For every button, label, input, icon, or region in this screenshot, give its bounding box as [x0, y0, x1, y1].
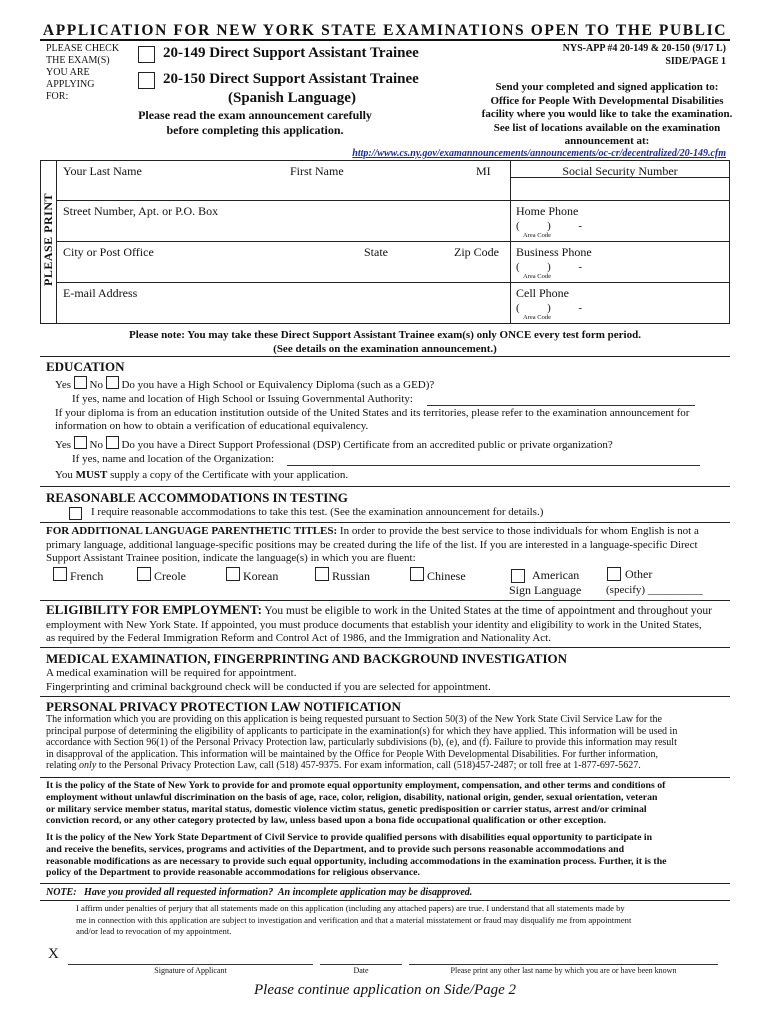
education-q2: Yes No Do you have a Direct Support Professional (DSP) Certificate from an accredited public or private organization?: [55, 436, 613, 451]
accommodations-text: I require reasonable accommodations to take this test. (See the examination announcement for details.): [91, 506, 544, 518]
city-label: City or Post Office: [63, 245, 154, 259]
diploma-yes-checkbox[interactable]: [74, 376, 87, 389]
page-title: APPLICATION FOR NEW YORK STATE EXAMINATIONS OPEN TO THE PUBLIC: [42, 22, 728, 39]
french-checkbox[interactable]: [53, 567, 67, 581]
business-area-code-label: Area Code: [523, 273, 551, 280]
cell-phone-field[interactable]: ( ) -: [516, 302, 582, 314]
asl-label: American Sign Language: [509, 568, 582, 597]
signature-label: Signature of Applicant: [154, 966, 227, 975]
dsp-followup-label: If yes, name and location of the Organization:: [72, 453, 275, 465]
other-name-label: Please print any other last name by which you are or have been known: [450, 966, 677, 975]
cell-area-code-label: Area Code: [523, 314, 551, 321]
disability-policy: It is the policy of the New York State Department of Civil Service to provide qualified persons with disabilities equal opportunity to participate in and receive the benefits, services, programs and activities of the Department, and to provide such persons reasonable accommodations and reasonable modifications as are necessary to provide such equal opportunity, including accommodations in the examination process. Further, it is the policy of the Department to provide reasonable accommodations for religious observance.: [46, 832, 667, 879]
exam-20-150-checkbox[interactable]: [138, 72, 155, 89]
creole-checkbox[interactable]: [137, 567, 151, 581]
once-per-period-note: Please note: You may take these Direct Support Assistant Trainee exam(s) only ONCE every test form period. (See details on the examination announcement.): [129, 329, 641, 355]
accommodations-heading: REASONABLE ACCOMMODATIONS IN TESTING: [46, 490, 348, 505]
home-phone-label: Home Phone: [516, 204, 579, 218]
check-exam-label: PLEASE CHECK THE EXAM(S) YOU ARE APPLYING FOR:: [46, 43, 120, 102]
other-name-line[interactable]: [409, 964, 718, 965]
eligibility-paragraph: ELIGIBILITY FOR EMPLOYMENT: You must be eligible to work in the United States at the time of appointment and throughout your employment with New York State. If appointed, you must produce documents that establish your identity and eligibility to work in the United States, as required by the Federal Immigration Reform and Control Act of 1986, and the Immigration and Nationality Act.: [46, 602, 713, 644]
form-id: NYS-APP #4 20-149 & 20-150 (9/17 L): [562, 43, 726, 54]
exam-20-150-spanish: (Spanish Language): [228, 90, 356, 106]
exam-20-149-checkbox[interactable]: [138, 46, 155, 63]
education-heading: EDUCATION: [46, 359, 125, 374]
must-supply-note: You MUST supply a copy of the Certificate with your application.: [55, 469, 349, 481]
last-name-label: Your Last Name: [63, 164, 142, 178]
diploma-no-checkbox[interactable]: [106, 376, 119, 389]
state-label: State: [364, 245, 388, 259]
date-label: Date: [353, 966, 369, 975]
diploma-followup-label: If yes, name and location of High School or Issuing Governmental Authority:: [72, 393, 413, 405]
language-chinese: Chinese: [410, 567, 466, 584]
business-phone-label: Business Phone: [516, 245, 592, 259]
side-page: SIDE/PAGE 1: [665, 56, 726, 67]
medical-text: A medical examination will be required for appointment. Fingerprinting and criminal background check will be conducted if you are selected for appointment.: [46, 667, 491, 693]
diploma-school-line[interactable]: [427, 405, 695, 406]
other-language-label: Other (specify) __________: [606, 567, 703, 596]
language-french: French: [53, 567, 103, 584]
read-announcement-note: Please read the exam announcement carefully before completing this application.: [138, 108, 372, 137]
ssn-label: Social Security Number: [562, 164, 678, 178]
first-name-label: First Name: [290, 164, 344, 178]
home-phone-field[interactable]: ( ) -: [516, 220, 582, 232]
send-instructions: Send your completed and signed application to: Office for People With Developmental Disabilities facility where you would like to take the examination. See list of locations available on the examination announcement at:: [481, 81, 733, 147]
continue-note: Please continue application on Side/Page 2: [253, 982, 517, 998]
accommodations-checkbox[interactable]: [69, 507, 82, 520]
signature-x: X: [48, 946, 59, 962]
please-print-label: PLEASE PRINT: [41, 192, 55, 286]
chinese-checkbox[interactable]: [410, 567, 424, 581]
russian-checkbox[interactable]: [315, 567, 329, 581]
foreign-diploma-note: If your diploma is from an education institution outside of the United States and its territories, please refer to the examination announcement for information on how to obtain a verification of educational equivalency.: [55, 407, 690, 432]
business-phone-field[interactable]: ( ) -: [516, 261, 582, 273]
language-korean: Korean: [226, 567, 278, 584]
eeo-policy: It is the policy of the State of New York to provide for and promote equal opportunity employment, compensation, and other terms and conditions of employment without unlawful discrimination on the basis of age, race, color, religion, disability, national origin, gender, sexual orientation, veteran or military service member status, marital status, domestic violence victim status, genetic predisposition or carrier status, arrest and/or criminal conviction record, or any other category protected by law, unless based upon a bona fide occupational qualification or other exception.: [46, 780, 666, 827]
date-line[interactable]: [320, 964, 402, 965]
privacy-text: The information which you are providing on this application is being requested pursuant to Section 50(3) of the New York State Civil Service Law for the principal purpose of determining the eligibility of applicants to participate in the examination(s) for which they have applied. This information will be used in accordance with Section 96(1) of the Personal Privacy Protection law, particularly subdivisions (b), (e), and (f). Failure to provide this information may result in disapproval of the application. This information will be maintained by the Office for People With Developmental Disabilities. For further information, relating only to the Personal Privacy Protection Law, call (518) 457-9375. For exam information, call (518)457-2487; or toll free at 1-877-697-5627.: [46, 714, 678, 772]
mi-label: MI: [476, 164, 491, 178]
privacy-heading: PERSONAL PRIVACY PROTECTION LAW NOTIFICATION: [46, 699, 401, 714]
education-q1: Yes No Do you have a High School or Equivalency Diploma (such as a GED)?: [55, 376, 434, 391]
signature-line[interactable]: [68, 964, 313, 965]
announcement-link[interactable]: http://www.cs.ny.gov/examannouncements/announcements/oc-cr/decentralized/20-149.cfm: [352, 148, 726, 159]
cell-phone-label: Cell Phone: [516, 286, 569, 300]
street-label: Street Number, Apt. or P.O. Box: [63, 204, 219, 218]
medical-heading: MEDICAL EXAMINATION, FINGERPRINTING AND BACKGROUND INVESTIGATION: [46, 651, 568, 666]
affirmation-text: I affirm under penalties of perjury that all statements made on this application (including any attached papers) are true. I understand that all statements made by me in connection with this application are subject to investigation and verification and that a material misstatement or fraud may disqualify me from appointment and/or lead to revocation of my appointment.: [76, 903, 632, 937]
korean-checkbox[interactable]: [226, 567, 240, 581]
dsp-no-checkbox[interactable]: [106, 436, 119, 449]
email-label: E-mail Address: [63, 286, 138, 300]
home-area-code-label: Area Code: [523, 232, 551, 239]
language-paragraph: FOR ADDITIONAL LANGUAGE PARENTHETIC TITLES: In order to provide the best service to those individuals for whom English is not a primary language, additional language-specific positions may be created during the life of the list. If you are interested in a language-specific Direct Support Assistant Trainee position, indicate the language(s) in which you are fluent:: [46, 525, 699, 564]
dsp-org-line[interactable]: [287, 465, 700, 466]
incomplete-note: NOTE: Have you provided all requested information? An incomplete application may be disapproved.: [46, 887, 473, 898]
exam-20-150-label: 20-150 Direct Support Assistant Trainee: [163, 71, 419, 87]
dsp-yes-checkbox[interactable]: [74, 436, 87, 449]
language-russian: Russian: [315, 567, 370, 584]
language-creole: Creole: [137, 567, 186, 584]
exam-20-149-label: 20-149 Direct Support Assistant Trainee: [163, 45, 419, 61]
zip-label: Zip Code: [454, 245, 499, 259]
